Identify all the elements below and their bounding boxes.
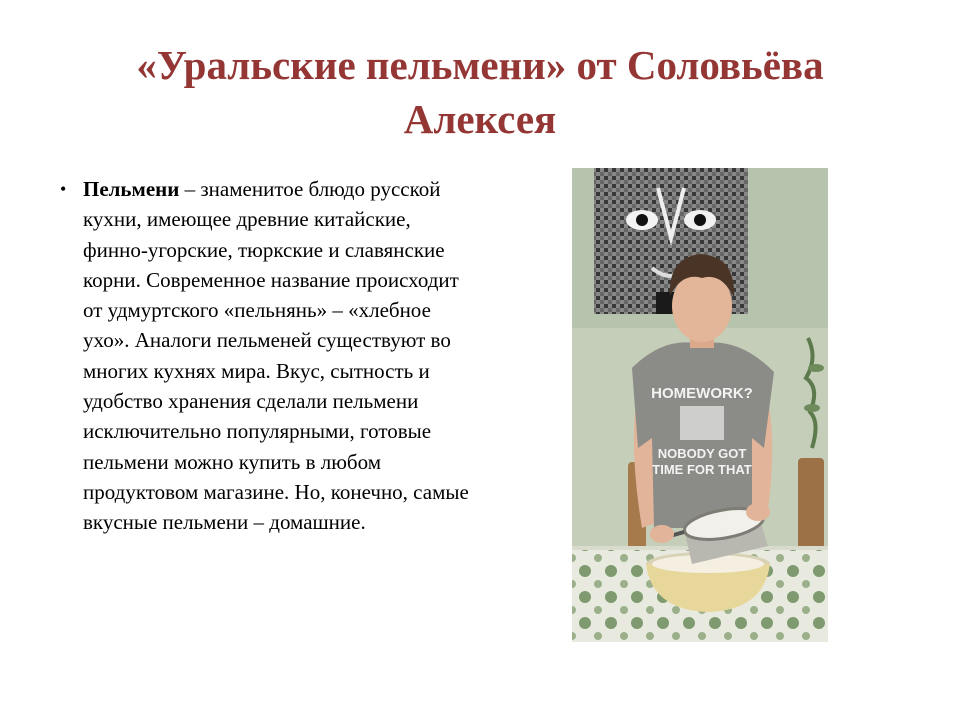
bullet-icon: • xyxy=(60,179,67,199)
bullet-paragraph xyxy=(83,174,480,538)
body-text-block xyxy=(60,174,480,538)
shirt-text-1: HOMEWORK? xyxy=(651,385,753,402)
paragraph-text: – знаменитое блюдо русской кухни, имеющее древние китайские, финно-угорские, тюркские и славянские корни. Современное название происходит от удмуртского «пельнянь» – «хлебное ухо». Аналоги пельменей существуют во многих кухнях мира. Вкус, сытность и удобство хранения сделали пельмени исключительно популярными, готовые пельмени можно купить в любом продуктовом магазине. Но, конечно, самые вкусные пельмени – домашние. xyxy=(83,177,469,535)
shirt-text-3: TIME FOR THAT xyxy=(652,462,752,477)
slide-title: «Уральские пельмени» от Соловьёва Алексея xyxy=(136,42,824,142)
term-bold: Пельмени xyxy=(83,177,180,201)
shirt-text-2: NOBODY GOT xyxy=(657,446,747,461)
photo-illustration xyxy=(572,168,828,642)
photo-boy-sifting-flour xyxy=(572,168,828,642)
